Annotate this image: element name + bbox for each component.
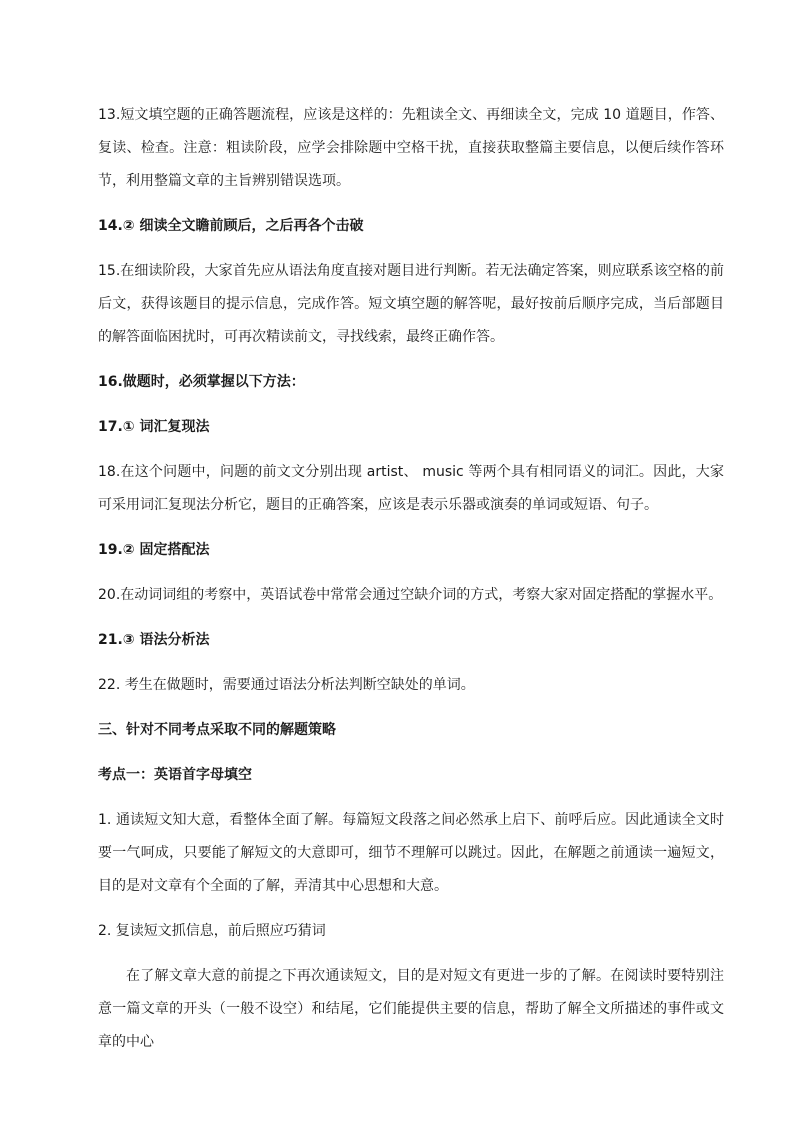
heading-17: 17.① 词汇复现法 (98, 419, 210, 435)
paragraph-20: 20.在动词词组的考察中，英语试卷中常常会通过空缺介词的方式，考察大家对固定搭配的掌握水平。 (98, 587, 723, 603)
section-heading-3: 三、针对不同考点采取不同的解题策略 (98, 722, 336, 738)
paragraph-22: 22. 考生在做题时，需要通过语法分析法判断空缺处的单词。 (98, 677, 475, 693)
heading-16: 16.做题时，必须掌握以下方法： (98, 374, 305, 390)
paragraph-18: 18.在这个问题中，问题的前文文分别出现 artist、 music 等两个具有相同语义的词汇。因此，大家可采用词汇复现法分析它，题目的正确答案，应该是表示乐器或演奏的单词或短语、句子。 (98, 464, 724, 513)
heading-19: 19.② 固定搭配法 (98, 542, 210, 558)
heading-14: 14.② 细读全文瞻前顾后，之后再各个击破 (98, 218, 364, 234)
heading-21: 21.③ 语法分析法 (98, 632, 210, 648)
document-body (98, 99, 724, 1059)
paragraph-step-2-body: 在了解文章大意的前提之下再次通读短文，目的是对短文有更进一步的了解。在阅读时要特别注意一篇文章的开头（一般不设空）和结尾，它们能提供主要的信息，帮助了解全文所描述的事件或文章的中心 (98, 968, 724, 1050)
paragraph-step-2-title: 2. 复读短文抓信息，前后照应巧猜词 (98, 923, 326, 939)
subsection-heading-point-1: 考点一：英语首字母填空 (98, 767, 252, 783)
paragraph-step-1: 1. 通读短文知大意，看整体全面了解。每篇短文段落之间必然承上启下、前呼后应。因此通读全文时要一气呵成，只要能了解短文的大意即可，细节不理解可以跳过。因此，在解题之前通读一遍短文，目的是对文章有个全面的了解，弄清其中心思想和大意。 (98, 812, 724, 894)
paragraph-15: 15.在细读阶段，大家首先应从语法角度直接对题目进行判断。若无法确定答案，则应联系该空格的前后文，获得该题目的提示信息，完成作答。短文填空题的解答呢，最好按前后顺序完成，当后部题目的解答面临困扰时，可再次精读前文，寻找线索，最终正确作答。 (98, 263, 724, 345)
paragraph-13: 13.短文填空题的正确答题流程，应该是这样的：先粗读全文、再细读全文，完成 10 道题目，作答、复读、检查。注意：粗读阶段，应学会排除题中空格干扰，直接获取整篇主要信息，以便后续作答环节，利用整篇文章的主旨辨别错误选项。 (98, 107, 724, 189)
